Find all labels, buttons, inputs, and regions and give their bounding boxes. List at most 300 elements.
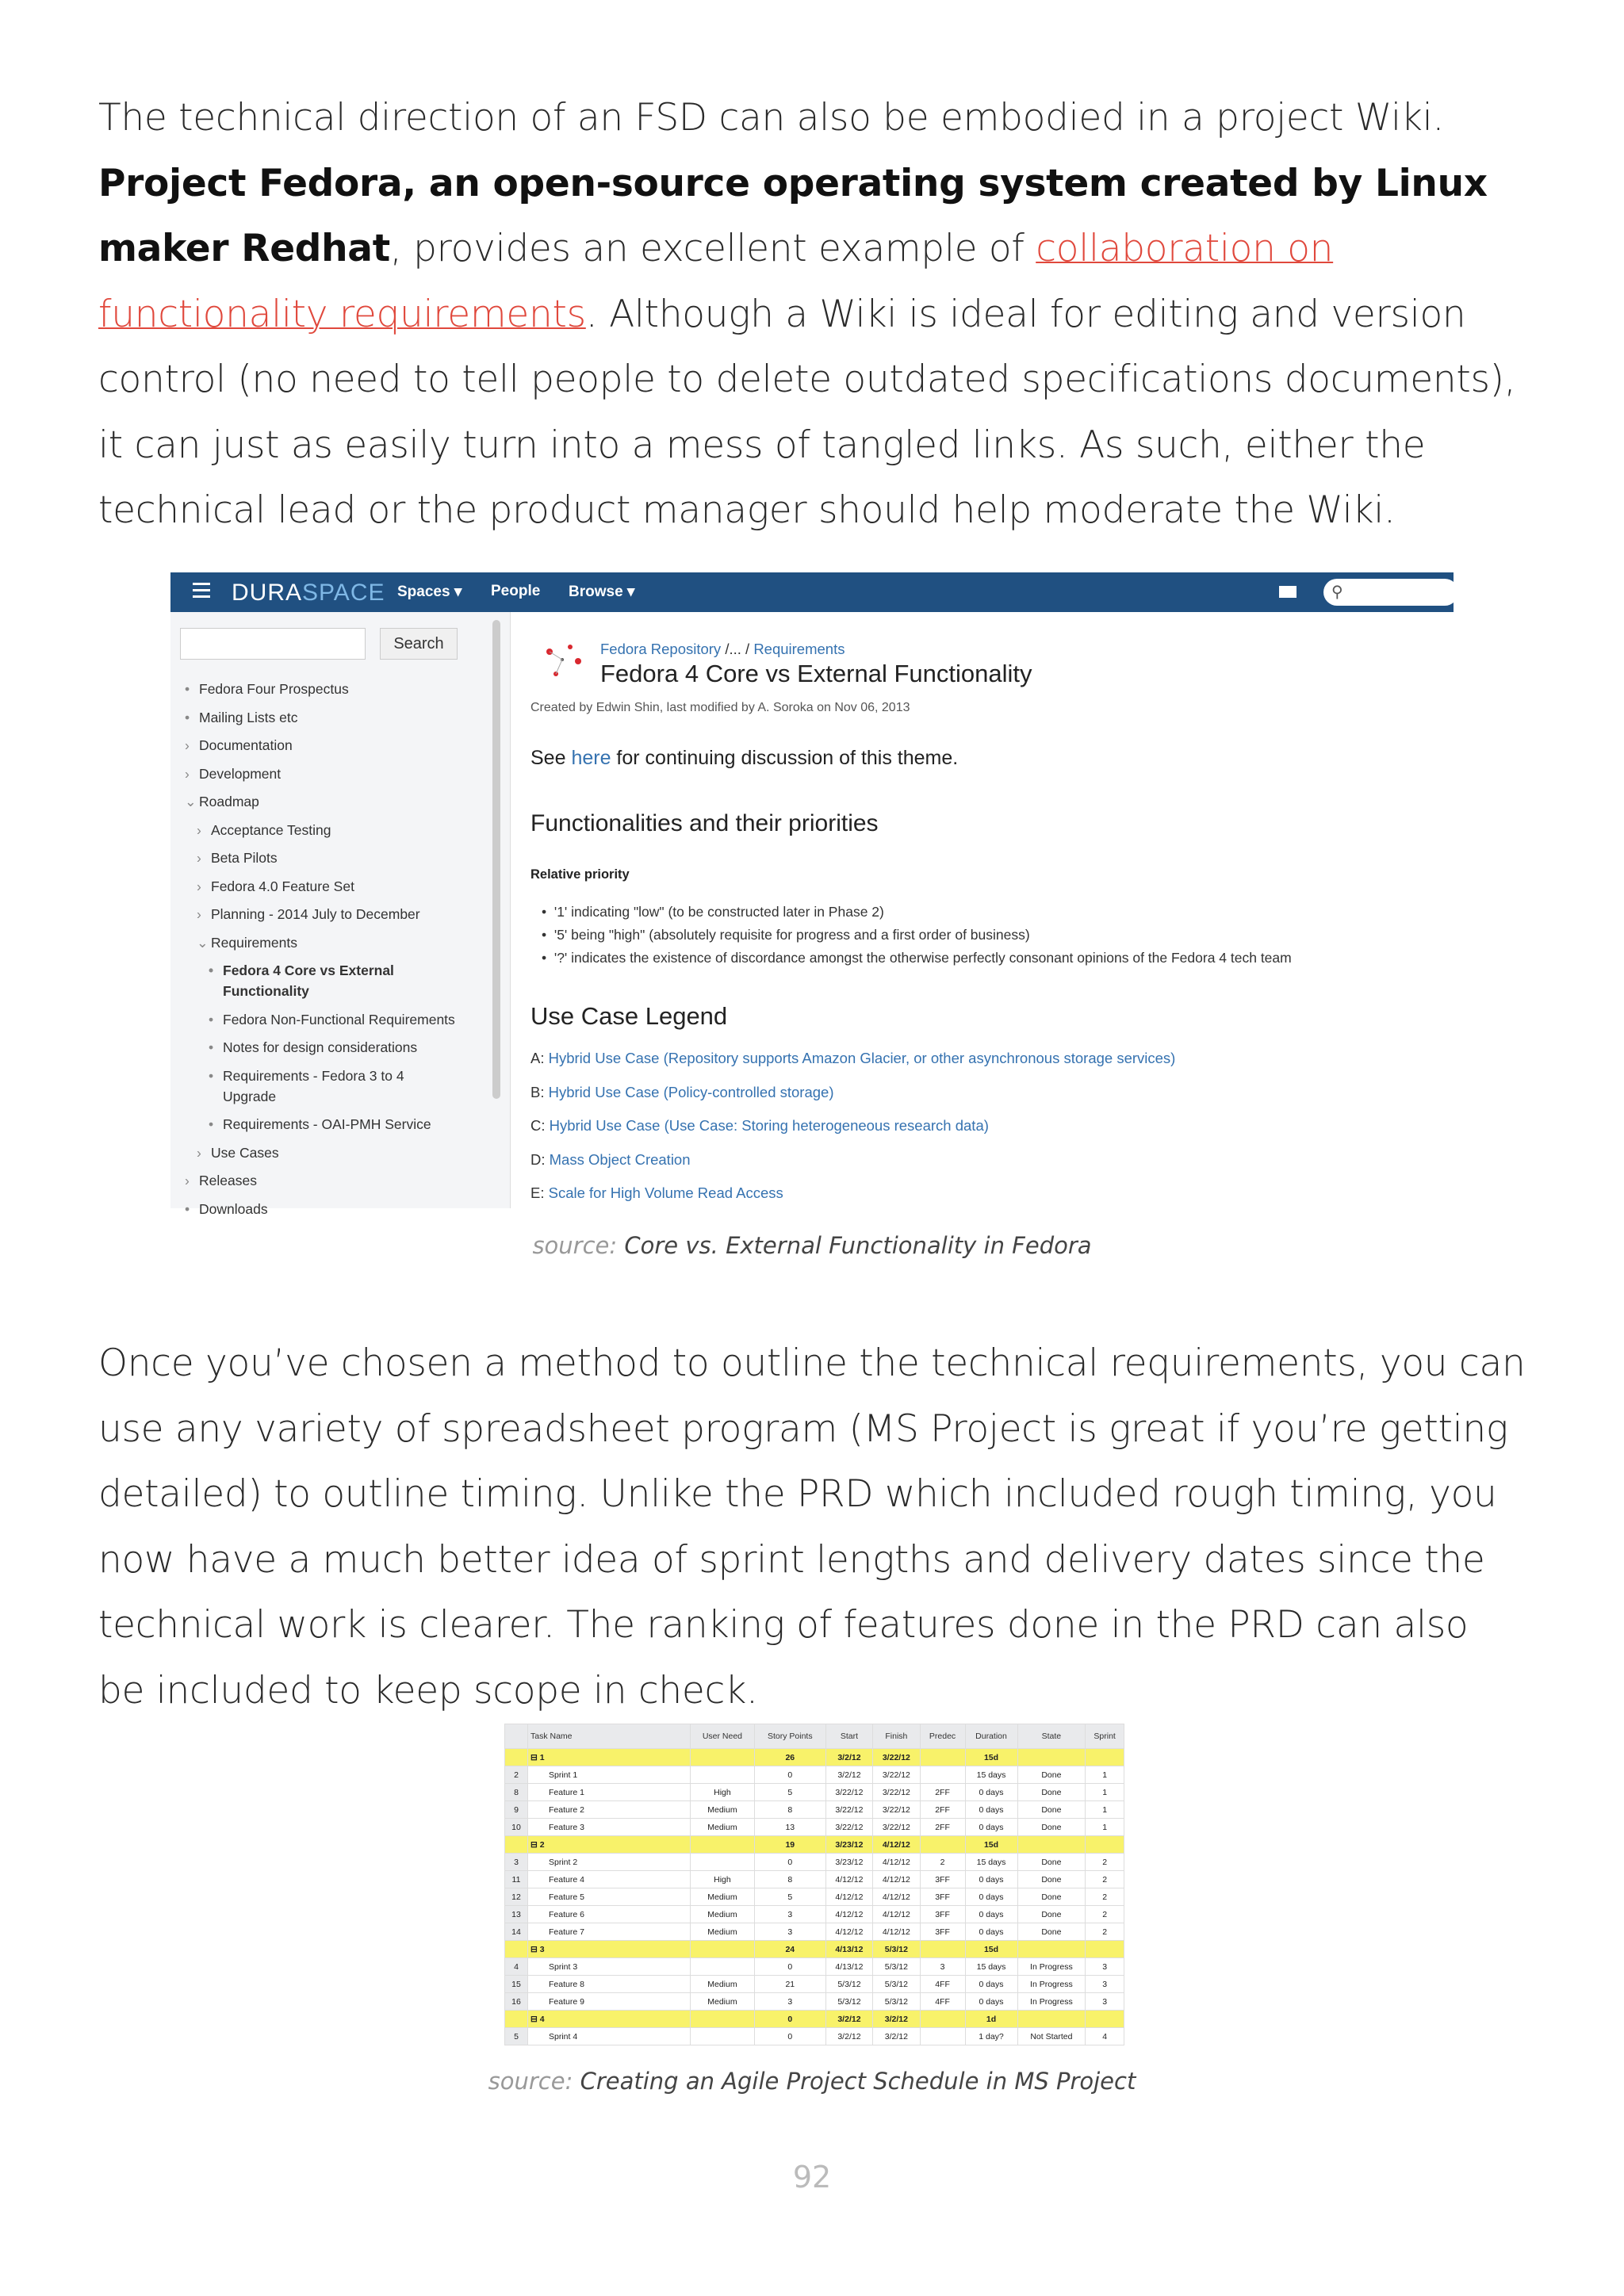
- table-cell: [691, 1854, 755, 1871]
- table-cell: [505, 1836, 528, 1854]
- table-cell: 4: [1086, 2028, 1124, 2045]
- table-cell: 5/3/12: [825, 1993, 872, 2011]
- table-cell: 16: [505, 1993, 528, 2011]
- legend-item: D: Mass Object Creation: [530, 1150, 691, 1168]
- table-cell: 3/22/12: [825, 1784, 872, 1801]
- search-icon: ⚲: [1331, 584, 1343, 601]
- priority-item: • '1' indicating "low" (to be constructed later in Phase 2): [542, 904, 884, 920]
- table-cell: Medium: [691, 1906, 755, 1923]
- table-cell: [691, 2011, 755, 2028]
- figure-caption-2: [0, 2068, 1624, 2095]
- table-cell: 4/12/12: [873, 1906, 920, 1923]
- table-cell: [1086, 1941, 1124, 1958]
- legend-link[interactable]: Hybrid Use Case: [549, 1117, 661, 1134]
- table-cell: 3/22/12: [873, 1766, 920, 1784]
- fedora-wiki-screenshot: [170, 572, 1454, 1217]
- table-cell: 12: [505, 1888, 528, 1906]
- sidebar-item-label: Use Cases: [211, 1144, 279, 1161]
- sidebar-item-label: Releases: [199, 1173, 257, 1188]
- table-cell: Feature 3: [528, 1819, 691, 1836]
- table-cell: 4/13/12: [825, 1958, 872, 1976]
- see-here-line: See here for continuing discussion of this theme.: [530, 747, 959, 769]
- para1-bold: Project Fedora, an open-source operating system created by Linux maker Redhat: [98, 161, 1488, 270]
- sidebar-item-label: Documentation: [199, 737, 293, 753]
- table-cell: In Progress: [1017, 1958, 1086, 1976]
- sidebar-item-label-line2: Upgrade: [223, 1088, 277, 1104]
- table-cell: 15 days: [965, 1766, 1017, 1784]
- table-cell: Feature 1: [528, 1784, 691, 1801]
- nav-browse[interactable]: Browse ▾: [569, 584, 635, 600]
- sidebar-item[interactable]: [209, 1037, 417, 1058]
- table-cell: 3/2/12: [825, 2011, 872, 2028]
- table-cell: 0: [754, 1958, 825, 1976]
- table-cell: [1086, 1749, 1124, 1766]
- nav-spaces[interactable]: Spaces ▾: [397, 584, 462, 600]
- table-cell: 9: [505, 1801, 528, 1819]
- table-cell: [920, 1836, 965, 1854]
- table-cell: [1017, 1749, 1086, 1766]
- sidebar-search-button[interactable]: Search: [380, 628, 458, 660]
- table-cell: 2FF: [920, 1819, 965, 1836]
- sidebar-item-label: Fedora Non-Functional Requirements: [223, 1011, 455, 1027]
- table-cell: 1: [1086, 1819, 1124, 1836]
- sidebar-item[interactable]: [197, 904, 420, 924]
- legend-link[interactable]: Hybrid Use Case: [548, 1083, 660, 1100]
- table-cell: 3FF: [920, 1923, 965, 1941]
- table-cell: 4/12/12: [825, 1923, 872, 1941]
- table-cell: 24: [754, 1941, 825, 1958]
- table-cell: 3: [754, 1993, 825, 2011]
- sidebar-item-marker: ›: [185, 765, 190, 782]
- para1-text: The technical direction of an FSD can also be embodied in a project Wiki.: [98, 96, 1445, 140]
- table-cell: 3/22/12: [873, 1819, 920, 1836]
- sidebar-item[interactable]: [185, 679, 349, 699]
- table-cell: 15d: [965, 1749, 1017, 1766]
- column-header: Start: [825, 1724, 872, 1749]
- wiki-search-field[interactable]: [1323, 579, 1458, 606]
- table-cell: [920, 1749, 965, 1766]
- table-cell: Sprint 3: [528, 1958, 691, 1976]
- table-cell: Not Started: [1017, 2028, 1086, 2045]
- table-cell: [691, 2028, 755, 2045]
- table-row[interactable]: [505, 1749, 1124, 1766]
- table-cell: 13: [754, 1819, 825, 1836]
- table-cell: [691, 1766, 755, 1784]
- table-cell: 3/22/12: [873, 1749, 920, 1766]
- table-cell: Done: [1017, 1854, 1086, 1871]
- column-header: [505, 1724, 528, 1749]
- table-cell: 3/23/12: [825, 1836, 872, 1854]
- intro-paragraph: [98, 86, 1526, 544]
- table-cell: 4FF: [920, 1976, 965, 1993]
- sidebar-item-marker: •: [209, 1011, 214, 1027]
- table-row[interactable]: [505, 1819, 1124, 1836]
- sidebar-item[interactable]: [185, 791, 259, 812]
- table-cell: 2: [1086, 1923, 1124, 1941]
- sidebar-item-marker: •: [209, 1067, 214, 1084]
- sidebar-item-label-line2: Functionality: [223, 983, 309, 999]
- table-cell: Sprint 4: [528, 2028, 691, 2045]
- sidebar-item-marker: •: [185, 709, 190, 725]
- sidebar-item-label: Beta Pilots: [211, 850, 278, 866]
- table-cell: 2: [505, 1766, 528, 1784]
- table-cell: 14: [505, 1923, 528, 1941]
- table-cell: 3/2/12: [873, 2028, 920, 2045]
- sidebar-item[interactable]: [197, 848, 278, 868]
- sidebar-item-marker: ›: [197, 1144, 201, 1161]
- table-cell: 8: [754, 1871, 825, 1888]
- table-cell: 13: [505, 1906, 528, 1923]
- table-cell: [1017, 2011, 1086, 2028]
- legend-link[interactable]: Hybrid Use Case: [548, 1050, 660, 1066]
- sidebar-item[interactable]: [185, 735, 293, 756]
- table-cell: ⊟ 3: [528, 1941, 691, 1958]
- table-row[interactable]: [505, 1784, 1124, 1801]
- table-cell: 3/23/12: [825, 1854, 872, 1871]
- column-header: Sprint: [1086, 1724, 1124, 1749]
- sidebar-item-label: Acceptance Testing: [211, 821, 331, 838]
- sidebar-item-marker: ⌄: [197, 934, 209, 951]
- priority-item: • '?' indicates the existence of discordance amongst the otherwise perfectly consonant opinions of the Fedora 4 tech team: [542, 950, 1292, 966]
- table-cell: Medium: [691, 1801, 755, 1819]
- table-cell: 3/22/12: [825, 1801, 872, 1819]
- sidebar-item-label: Requirements - OAI-PMH Service: [223, 1116, 431, 1132]
- sidebar-item-marker: ›: [197, 878, 201, 894]
- grid-icon[interactable]: [1279, 586, 1297, 598]
- table-cell: 0 days: [965, 1976, 1017, 1993]
- wiki-sidebar: [170, 612, 511, 1217]
- table-cell: Medium: [691, 1993, 755, 2011]
- table-cell: Feature 6: [528, 1906, 691, 1923]
- page-meta: Created by Edwin Shin, last modified by A. Soroka on Nov 06, 2013: [530, 701, 910, 714]
- table-cell: 5: [754, 1888, 825, 1906]
- caption-source-label: source:: [488, 2068, 573, 2095]
- table-cell: Done: [1017, 1819, 1086, 1836]
- table-row[interactable]: [505, 1906, 1124, 1923]
- sidebar-item-marker: ›: [197, 850, 201, 866]
- sidebar-item[interactable]: [185, 1170, 257, 1191]
- caption-source-label: source:: [532, 1232, 618, 1259]
- sidebar-item[interactable]: [197, 932, 297, 953]
- table-cell: 4/12/12: [873, 1836, 920, 1854]
- sidebar-item[interactable]: [197, 820, 331, 840]
- table-cell: 1: [1086, 1766, 1124, 1784]
- legend-item: C: Hybrid Use Case (Use Case: Storing heterogeneous research data): [530, 1117, 989, 1134]
- table-row[interactable]: [505, 1993, 1124, 2011]
- sidebar-item[interactable]: [209, 960, 394, 1001]
- page-title: Fedora 4 Core vs External Functionality: [600, 660, 1032, 687]
- sidebar-item-marker: ›: [185, 737, 190, 753]
- table-cell: 1: [1086, 1784, 1124, 1801]
- table-row[interactable]: [505, 1801, 1124, 1819]
- breadcrumb-requirements[interactable]: Requirements: [753, 641, 845, 657]
- sidebar-item-label: Requirements - Fedora 3 to 4: [223, 1067, 404, 1084]
- table-cell: Done: [1017, 1906, 1086, 1923]
- sidebar-item[interactable]: [197, 876, 354, 897]
- table-row[interactable]: [505, 1958, 1124, 1976]
- table-cell: Done: [1017, 1766, 1086, 1784]
- sidebar-item[interactable]: [209, 1066, 404, 1107]
- table-cell: 15d: [965, 1941, 1017, 1958]
- table-cell: [920, 1941, 965, 1958]
- sidebar-item[interactable]: [197, 1142, 279, 1163]
- table-cell: 5/3/12: [873, 1993, 920, 2011]
- table-cell: 0: [754, 1766, 825, 1784]
- column-header: Predec: [920, 1724, 965, 1749]
- table-cell: Feature 4: [528, 1871, 691, 1888]
- table-cell: [920, 2011, 965, 2028]
- table-row[interactable]: [505, 2011, 1124, 2028]
- table-cell: 8: [505, 1784, 528, 1801]
- sidebar-item[interactable]: [209, 1009, 455, 1030]
- table-cell: ⊟ 4: [528, 2011, 691, 2028]
- table-cell: 3: [754, 1923, 825, 1941]
- table-cell: 5: [505, 2028, 528, 2045]
- sidebar-item-marker: •: [209, 1039, 214, 1055]
- sidebar-item-label: Fedora Four Prospectus: [199, 681, 349, 697]
- table-row[interactable]: [505, 1854, 1124, 1871]
- table-cell: [1086, 2011, 1124, 2028]
- sidebar-item-label: Downloads: [199, 1200, 268, 1217]
- table-cell: 4/12/12: [873, 1871, 920, 1888]
- para1-text-after: . Although a Wiki is ideal for editing and version control (no need to tell people to delete outdated specifications documents), it can just as easily turn into a mess of tangled links. As such, either the technical lead or the product manager should help moderate the Wiki.: [98, 292, 1516, 532]
- sidebar-search-input[interactable]: [180, 628, 366, 660]
- table-cell: 2: [1086, 1854, 1124, 1871]
- table-cell: Medium: [691, 1976, 755, 1993]
- table-row[interactable]: [505, 1923, 1124, 1941]
- table-cell: 4: [505, 1958, 528, 1976]
- column-header: User Need: [691, 1724, 755, 1749]
- table-cell: 3/2/12: [873, 2011, 920, 2028]
- table-cell: [505, 1749, 528, 1766]
- table-cell: 0: [754, 1854, 825, 1871]
- table-cell: 0 days: [965, 1801, 1017, 1819]
- table-cell: 0 days: [965, 1819, 1017, 1836]
- table-cell: 2: [1086, 1888, 1124, 1906]
- table-cell: In Progress: [1017, 1976, 1086, 1993]
- column-header: State: [1017, 1724, 1086, 1749]
- table-cell: Medium: [691, 1888, 755, 1906]
- table-cell: 4/12/12: [873, 1854, 920, 1871]
- table-cell: 3FF: [920, 1888, 965, 1906]
- sidebar-item-label: Development: [199, 765, 282, 782]
- table-cell: 3/2/12: [825, 1766, 872, 1784]
- table-cell: Feature 2: [528, 1801, 691, 1819]
- table-row[interactable]: [505, 2028, 1124, 2045]
- table-cell: 0 days: [965, 1906, 1017, 1923]
- table-cell: 5: [754, 1784, 825, 1801]
- table-cell: Medium: [691, 1819, 755, 1836]
- table-cell: 2FF: [920, 1784, 965, 1801]
- sidebar-item-label: Planning - 2014 July to December: [211, 906, 420, 922]
- table-cell: 10: [505, 1819, 528, 1836]
- sidebar-item-marker: ⌄: [185, 794, 197, 809]
- priority-item: • '5' being "high" (absolutely requisite for progress and a first order of business): [542, 927, 1030, 943]
- table-cell: 5/3/12: [873, 1958, 920, 1976]
- para1-text-mid: , provides an excellent example of: [389, 227, 1036, 270]
- sidebar-scrollbar[interactable]: [492, 620, 500, 1099]
- wiki-main: [510, 612, 1454, 1208]
- legend-item: A: Hybrid Use Case (Repository supports Amazon Glacier, or other asynchronous storage services): [530, 1050, 1176, 1066]
- sidebar-item-marker: •: [185, 1200, 190, 1217]
- table-cell: [1017, 1836, 1086, 1854]
- table-cell: 3/22/12: [873, 1801, 920, 1819]
- table-cell: ⊟ 1: [528, 1749, 691, 1766]
- table-cell: [505, 1941, 528, 1958]
- table-cell: In Progress: [1017, 1993, 1086, 2011]
- table-cell: 3: [1086, 1976, 1124, 1993]
- table-cell: 3/2/12: [825, 1749, 872, 1766]
- schedule-table: [504, 1724, 1124, 2045]
- column-header: Duration: [965, 1724, 1017, 1749]
- table-cell: 2: [1086, 1871, 1124, 1888]
- sidebar-item-label: Fedora 4 Core vs External: [223, 962, 394, 978]
- sidebar-item-label: Requirements: [211, 934, 297, 951]
- table-cell: 5/3/12: [873, 1976, 920, 1993]
- figure-caption-1: [0, 1232, 1624, 1259]
- sidebar-item-marker: ›: [197, 906, 201, 922]
- table-cell: 11: [505, 1871, 528, 1888]
- table-cell: Feature 7: [528, 1923, 691, 1941]
- table-cell: [1086, 1836, 1124, 1854]
- table-cell: 0 days: [965, 1871, 1017, 1888]
- table-cell: 2: [1086, 1906, 1124, 1923]
- table-cell: Medium: [691, 1923, 755, 1941]
- table-cell: [691, 1958, 755, 1976]
- legend-link[interactable]: Scale for High Volume Read Access: [548, 1184, 783, 1201]
- table-cell: 4/12/12: [873, 1923, 920, 1941]
- table-cell: Sprint 2: [528, 1854, 691, 1871]
- table-cell: 4/12/12: [825, 1906, 872, 1923]
- table-cell: 15 days: [965, 1958, 1017, 1976]
- table-cell: 5/3/12: [825, 1976, 872, 1993]
- column-header: Story Points: [754, 1724, 825, 1749]
- table-cell: 3/22/12: [873, 1784, 920, 1801]
- table-cell: [691, 1836, 755, 1854]
- table-cell: 1 day?: [965, 2028, 1017, 2045]
- table-cell: 15d: [965, 1836, 1017, 1854]
- sidebar-item-label: Fedora 4.0 Feature Set: [211, 878, 354, 894]
- table-cell: 4/13/12: [825, 1941, 872, 1958]
- table-cell: 3FF: [920, 1906, 965, 1923]
- sidebar-item-marker: •: [209, 1116, 214, 1132]
- sidebar-item[interactable]: [185, 763, 281, 784]
- sidebar-item-marker: ›: [185, 1173, 190, 1188]
- heading-use-case-legend: Use Case Legend: [530, 1002, 728, 1030]
- table-cell: 5/3/12: [873, 1941, 920, 1958]
- sidebar-item-marker: •: [209, 962, 214, 978]
- table-cell: Feature 8: [528, 1976, 691, 1993]
- table-cell: 3/22/12: [825, 1819, 872, 1836]
- table-cell: Done: [1017, 1923, 1086, 1941]
- table-cell: 4FF: [920, 1993, 965, 2011]
- relative-priority-label: Relative priority: [530, 867, 630, 882]
- legend-item: B: Hybrid Use Case (Policy-controlled storage): [530, 1083, 834, 1100]
- table-cell: 15 days: [965, 1854, 1017, 1871]
- sidebar-item[interactable]: [209, 1114, 431, 1135]
- table-cell: 0 days: [965, 1993, 1017, 2011]
- table-cell: 1d: [965, 2011, 1017, 2028]
- fedora-logo-icon: [543, 641, 583, 680]
- table-cell: 2FF: [920, 1801, 965, 1819]
- table-cell: Feature 9: [528, 1993, 691, 2011]
- table-cell: 3FF: [920, 1871, 965, 1888]
- table-cell: [691, 1749, 755, 1766]
- sidebar-item[interactable]: [185, 707, 298, 728]
- sidebar-item-label: Mailing Lists etc: [199, 709, 298, 725]
- table-row[interactable]: [505, 1871, 1124, 1888]
- functionality-requirements-link[interactable]: collaboration on functionality requirements: [98, 227, 1334, 336]
- table-cell: 0 days: [965, 1888, 1017, 1906]
- table-cell: 3: [754, 1906, 825, 1923]
- table-cell: High: [691, 1784, 755, 1801]
- table-row[interactable]: [505, 1976, 1124, 1993]
- table-cell: Done: [1017, 1784, 1086, 1801]
- table-cell: 0: [754, 2028, 825, 2045]
- table-cell: 1: [1086, 1801, 1124, 1819]
- table-cell: 4/12/12: [873, 1888, 920, 1906]
- table-cell: 4/12/12: [825, 1888, 872, 1906]
- table-row[interactable]: [505, 1766, 1124, 1784]
- table-cell: 8: [754, 1801, 825, 1819]
- table-cell: 4/12/12: [825, 1871, 872, 1888]
- table-cell: [691, 1941, 755, 1958]
- table-cell: Done: [1017, 1871, 1086, 1888]
- table-cell: 15: [505, 1976, 528, 1993]
- table-cell: 3: [920, 1958, 965, 1976]
- table-row[interactable]: [505, 1888, 1124, 1906]
- table-cell: 26: [754, 1749, 825, 1766]
- page-number: 92: [792, 2160, 832, 2195]
- heading-functionalities: Functionalities and their priorities: [530, 810, 879, 836]
- table-cell: 0 days: [965, 1923, 1017, 1941]
- table-cell: 19: [754, 1836, 825, 1854]
- table-cell: Sprint 1: [528, 1766, 691, 1784]
- table-cell: Done: [1017, 1888, 1086, 1906]
- column-header: Finish: [873, 1724, 920, 1749]
- timing-paragraph: Once you’ve chosen a method to outline the technical requirements, you can use any variety of spreadsheet program (MS Project is great if you’re getting detailed) to outline timing. Unlike the PRD which included rough timing, you now have a much better idea of sprint lengths and delivery dates since the technical work is clearer. The ranking of features done in the PRD can also be included to keep scope in check.: [98, 1341, 1526, 1712]
- nav-people[interactable]: People: [491, 583, 541, 599]
- legend-item: E: Scale for High Volume Read Access: [530, 1184, 783, 1201]
- sidebar-item-marker: •: [185, 681, 190, 697]
- table-cell: Done: [1017, 1801, 1086, 1819]
- table-cell: 3: [1086, 1958, 1124, 1976]
- here-link[interactable]: here: [571, 747, 611, 769]
- table-cell: 3/2/12: [825, 2028, 872, 2045]
- sidebar-item[interactable]: [185, 1199, 268, 1219]
- table-row[interactable]: [505, 1941, 1124, 1958]
- column-header: Task Name: [528, 1724, 691, 1749]
- table-header-row: [505, 1724, 1124, 1749]
- table-cell: [505, 2011, 528, 2028]
- table-cell: 0 days: [965, 1784, 1017, 1801]
- ms-project-schedule-screenshot: [504, 1724, 1124, 2045]
- table-cell: 0: [754, 2011, 825, 2028]
- table-cell: 21: [754, 1976, 825, 1993]
- breadcrumb: Fedora Repository /... / Requirements: [600, 641, 845, 657]
- menu-icon[interactable]: [193, 583, 210, 602]
- duraspace-logo[interactable]: DURASPACE: [232, 580, 385, 606]
- caption-title: Creating an Agile Project Schedule in MS Project: [580, 2068, 1136, 2095]
- sidebar-item-marker: ›: [197, 821, 201, 838]
- table-cell: [920, 2028, 965, 2045]
- table-cell: 3: [505, 1854, 528, 1871]
- legend-link[interactable]: Mass Object Creation: [549, 1150, 691, 1168]
- breadcrumb-fedora-repository[interactable]: Fedora Repository: [600, 641, 722, 657]
- table-cell: ⊟ 2: [528, 1836, 691, 1854]
- table-cell: High: [691, 1871, 755, 1888]
- table-row[interactable]: [505, 1836, 1124, 1854]
